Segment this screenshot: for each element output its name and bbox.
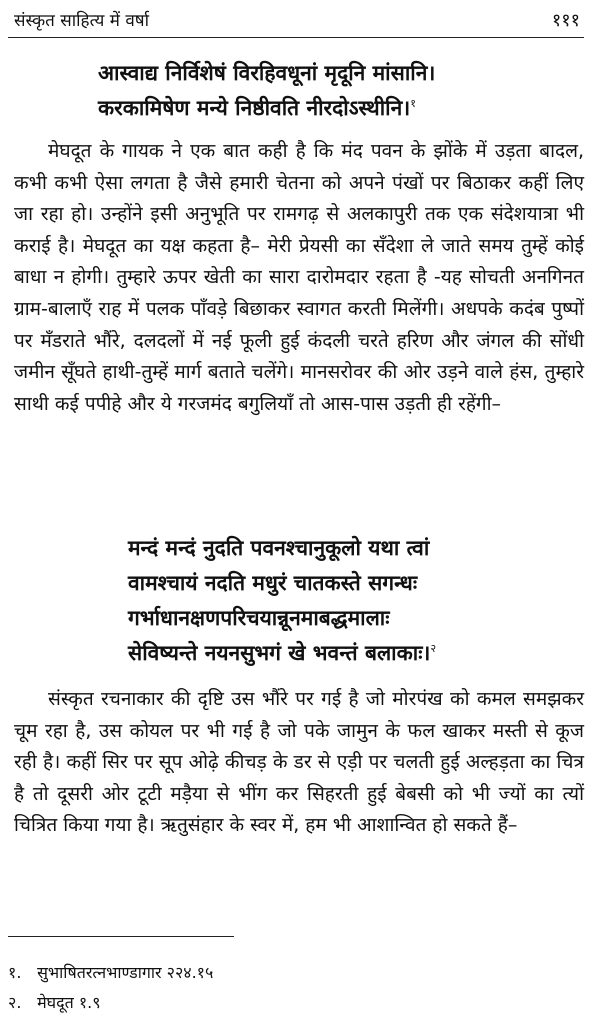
- footnote-rule: [8, 936, 234, 937]
- verse-2-line-3: गर्भाधानक्षणपरिचयान्नूनमाबद्धमालाः: [128, 606, 390, 630]
- footnote-1-number: १.: [8, 963, 22, 982]
- verse-2-line-2: वामश्चायं नदति मधुरं चातकस्ते सगन्धः: [128, 571, 418, 595]
- verse-2-line-4: [128, 636, 436, 671]
- running-head: [14, 8, 580, 34]
- verse-1-line-2: [98, 91, 435, 126]
- footnote-1: [8, 958, 213, 988]
- page-number: १११: [551, 10, 580, 31]
- verse-2-line-1: मन्दं मन्दं नुदति पवनश्चानुकूलो यथा त्वां: [128, 536, 430, 560]
- paragraph-1: मेघदूत के गायक ने एक बात कही है कि मंद पवन के झोंके में उड़ता बादल, कभी कभी ऐसा लगता है जैसे हमारी चेतना को अपने पंखों पर बिठाकर कहीं लिए जा रहा हो। उन्होंने इसी अनुभूति पर रामगढ़ से अलकापुरी तक एक संदेशयात्रा भी कराई है। मेघदूत का यक्ष कहता है– मेरी प्रेयसी का सँदेशा ले जाते समय तुम्हें कोई बाधा न होगी। तुम्हारे ऊपर खेती का सारा दारोमदार रहता है -यह सोचती अनगिनत ग्राम-बालाएँ राह में पलक पाँवड़े बिछाकर स्वागत करती मिलेंगी। अधपके कदंब पुष्पों पर मँडराते भौंरे, दलदलों में नई फूली हुई कंदली चरते हरिण और जंगल की सोंधी जमीन सूँघते हाथी-तुम्हें मार्ग बताते चलेंगे। मानसरोवर की ओर उड़ने वाले हंस, तुम्हारे साथी कई पपीहे और ये गरजमंद बगुलियाँ तो आस-पास उड़ती ही रहेंगी–: [14, 140, 584, 415]
- footnote-1-text: सुभाषितरत्नभाण्डागार २२४.१५: [37, 963, 214, 982]
- footnotes: [8, 958, 213, 1018]
- verse-block-2: [128, 531, 436, 671]
- verse-1-line-2-text: करकामिषेण मन्ये निष्ठीवति नीरदोऽस्थीनि।: [98, 96, 411, 120]
- footnote-2-number: २.: [8, 993, 22, 1012]
- header-rule: [8, 37, 584, 38]
- verse-2-line-4-text: सेविष्यन्ते नयनसुभगं खे भवन्तं बलाकाः।: [128, 641, 431, 665]
- footnote-2-text: मेघदूत १.९: [37, 993, 101, 1012]
- running-title: संस्कृत साहित्य में वर्षा: [14, 11, 150, 31]
- footnote-marker-2: २: [430, 642, 437, 655]
- paragraph-2: संस्कृत रचनाकार की दृष्टि उस भौंरे पर गई है जो मोरपंख को कमल समझकर चूम रहा है, उस कोयल पर भी गई है जो पके जामुन के फल खाकर मस्ती से कूज रही है। कहीं सिर पर सूप ओढ़े कीचड़ के डर से एड़ी पर चलती हुई अल्हड़ता का चित्र है तो दूसरी ओर टूटी मड़ैया से भींग कर सिहरती हुई बेबसी को भी ज्यों का त्यों चित्रित किया गया है। ऋतुसंहार के स्वर में, हम भी आशान्वित हो सकते हैं–: [14, 688, 584, 837]
- footnote-2: [8, 988, 213, 1018]
- verse-1-line-1: आस्वाद्य निर्विशेषं विरहिवधूनां मृदूनि मांसानि।: [98, 61, 436, 85]
- footnote-marker-1: १: [410, 97, 416, 110]
- verse-block-1: [98, 56, 435, 126]
